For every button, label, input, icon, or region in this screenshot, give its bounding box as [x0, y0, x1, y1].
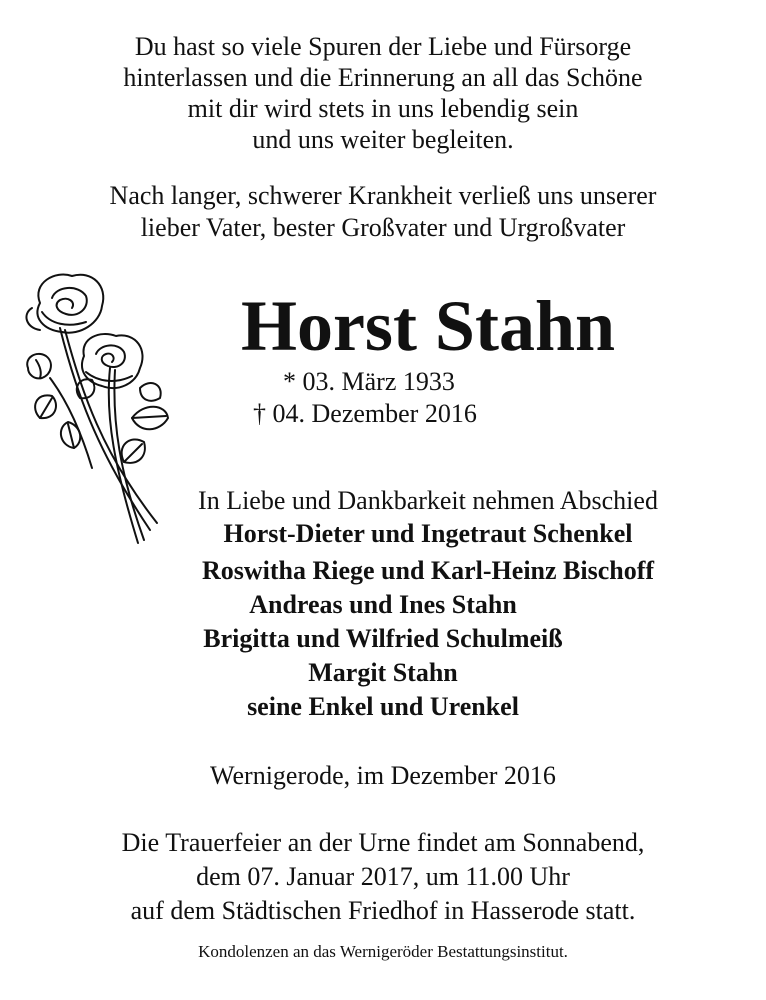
intro-line-3: mit dir wird stets in uns lebendig sein: [187, 94, 579, 123]
mourner-2: Roswitha Riege und Karl-Heinz Bischoff: [201, 556, 655, 585]
funeral-line-2: dem 07. Januar 2017, um 11.00 Uhr: [196, 862, 570, 891]
funeral-line-1: Die Trauerfeier an der Urne findet am Sonnabend,: [121, 828, 645, 857]
announcement-line-1: Nach langer, schwerer Krankheit verließ uns unserer: [109, 181, 657, 210]
birth-date: * 03. März 1933: [283, 367, 455, 396]
intro-line-4: und uns weiter begleiten.: [252, 125, 514, 154]
condolences-note: Kondolenzen an das Wernigeröder Bestattungsinstitut.: [198, 942, 568, 961]
funeral-line-3: auf dem Städtischen Friedhof in Hasserode statt.: [130, 896, 636, 925]
place-date: Wernigerode, im Dezember 2016: [210, 761, 556, 790]
intro-line-2: hinterlassen und die Erinnerung an all das Schöne: [123, 63, 643, 92]
mourner-6: seine Enkel und Urenkel: [247, 692, 519, 721]
farewell-intro: In Liebe und Dankbarkeit nehmen Abschied: [198, 486, 658, 515]
mourner-3: Andreas und Ines Stahn: [249, 590, 517, 619]
deceased-name: Horst Stahn: [240, 286, 616, 366]
mourner-4: Brigitta und Wilfried Schulmeiß: [203, 624, 563, 653]
mourner-1: Horst-Dieter und Ingetraut Schenkel: [223, 519, 633, 548]
intro-line-1: Du hast so viele Spuren der Liebe und Fürsorge: [134, 32, 632, 61]
announcement-line-2: lieber Vater, bester Großvater und Urgroßvater: [140, 213, 626, 242]
mourner-5: Margit Stahn: [308, 658, 458, 687]
death-date: † 04. Dezember 2016: [253, 399, 477, 428]
